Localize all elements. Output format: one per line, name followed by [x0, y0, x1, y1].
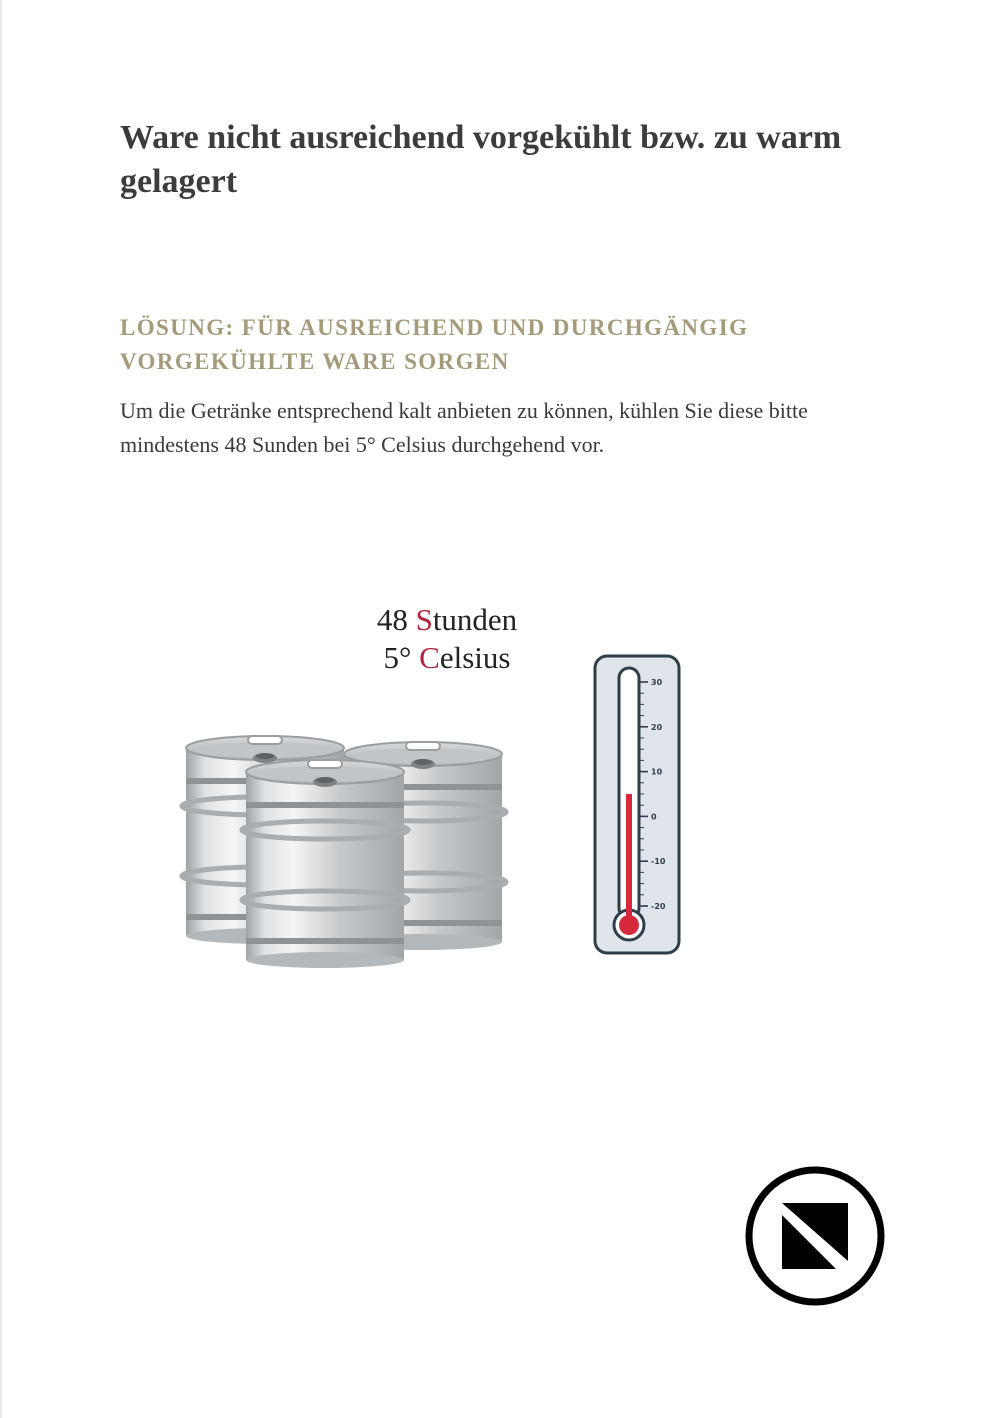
- scale-label: 0: [651, 812, 657, 822]
- solution-heading: LÖSUNG: FÜR AUSREICHEND UND DURCHGÄNGIG VORGEKÜHLTE WARE SORGEN: [120, 315, 749, 374]
- scale-label: 20: [651, 722, 663, 732]
- page-title: Ware nicht ausreichend vorgekühlt bzw. zu warm gelagert: [120, 119, 842, 200]
- keg-icon: [242, 760, 408, 968]
- temperature-initial: C: [419, 640, 440, 675]
- scale-label: -10: [651, 857, 666, 867]
- temperature-number: 5°: [383, 640, 420, 675]
- scale-label: 30: [651, 678, 663, 687]
- scale-label: 10: [651, 767, 663, 777]
- duration-label: [377, 602, 518, 637]
- duration-initial: S: [415, 602, 433, 637]
- scale-label: -20: [651, 902, 666, 911]
- duration-number: 48: [376, 602, 416, 637]
- temperature-rest: elsius: [439, 640, 511, 675]
- solution-text: Um die Getränke entsprechend kalt anbieten zu können, kühlen Sie diese bitte mindestens 48 Sunden bei 5° Celsius durchgehend vor.: [120, 398, 808, 457]
- brand-logo: [744, 1165, 886, 1307]
- mercury-column: [626, 794, 632, 927]
- duration-rest: tunden: [432, 602, 518, 637]
- temperature-label: [384, 640, 511, 675]
- keg-group: [182, 736, 506, 968]
- thermometer-icon: [595, 656, 679, 953]
